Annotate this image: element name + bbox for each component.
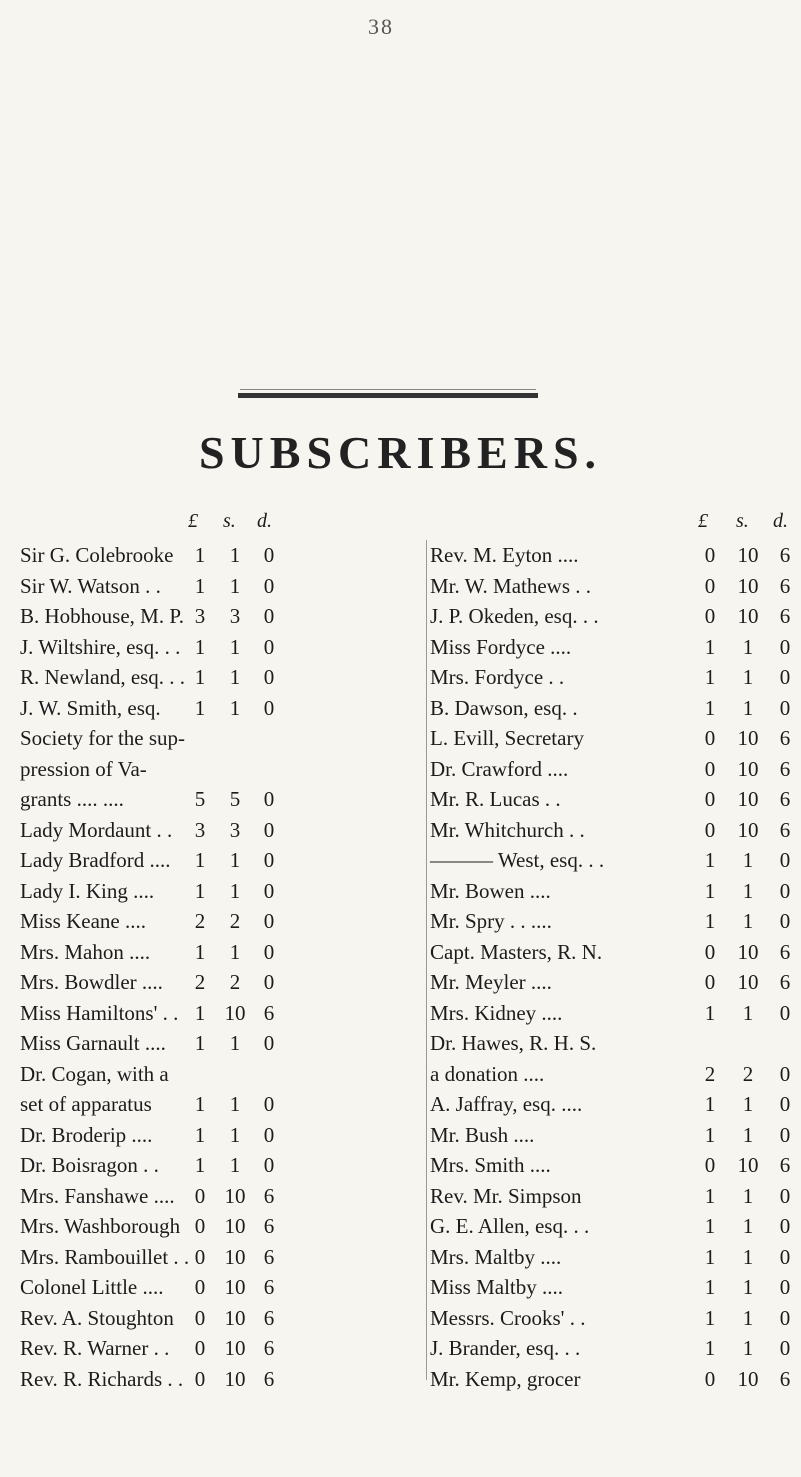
- subscriber-name: Dr. Cogan, with a: [20, 1061, 169, 1086]
- pence-amount: 0: [263, 573, 275, 598]
- subscriber-row: [20, 632, 420, 663]
- shillings-amount: 1: [229, 543, 241, 567]
- subscriber-name: Mrs. Fordyce . .: [430, 665, 565, 689]
- pounds-amount: 0: [704, 1366, 716, 1391]
- pounds-unit: £: [698, 510, 708, 532]
- subscriber-row: [20, 1242, 420, 1273]
- subscriber-name: G. E. Allen, esq. . .: [430, 1214, 590, 1238]
- pounds-amount: 0: [704, 787, 716, 811]
- subscriber-name: Miss Keane ....: [20, 909, 146, 933]
- shillings-amount: 10: [737, 543, 759, 567]
- shillings-amount: 10: [224, 1214, 246, 1238]
- pence-amount: 6: [263, 1183, 275, 1208]
- subscriber-name: Capt. Masters, R. N.: [430, 939, 603, 964]
- shillings-amount: 10: [737, 1366, 759, 1391]
- pence-amount: 6: [263, 1214, 275, 1238]
- subscriber-row: [430, 1333, 800, 1364]
- subscriber-name: Dr. Broderip ....: [20, 1122, 153, 1147]
- pence-amount: 0: [779, 1305, 791, 1330]
- shillings-amount: 10: [224, 1244, 246, 1269]
- pence-amount: 6: [779, 817, 791, 842]
- pence-amount: 6: [779, 604, 791, 628]
- pence-amount: 0: [779, 909, 791, 933]
- pence-amount: 0: [779, 1183, 791, 1208]
- pounds-amount: 0: [704, 939, 716, 964]
- subscriber-name: Dr. Crawford ....: [430, 756, 569, 781]
- shillings-amount: 1: [742, 695, 754, 720]
- subscriber-row: [20, 937, 420, 968]
- pence-amount: 0: [263, 665, 275, 689]
- subscriber-name: Mr. Bush ....: [430, 1122, 535, 1147]
- pence-amount: 0: [263, 1122, 275, 1147]
- column-divider: [426, 540, 427, 1380]
- pounds-amount: 0: [194, 1183, 206, 1208]
- pounds-amount: 0: [194, 1366, 206, 1391]
- subscriber-row: [430, 1120, 800, 1151]
- pence-amount: 0: [263, 878, 275, 903]
- subscriber-row: [430, 1150, 800, 1181]
- subscriber-name: J. Brander, esq. . .: [430, 1336, 581, 1360]
- shillings-amount: 1: [742, 1183, 754, 1208]
- shillings-amount: 1: [742, 848, 754, 872]
- subscriber-name: Mr. Kemp, grocer: [430, 1366, 581, 1391]
- pounds-amount: 1: [704, 909, 716, 933]
- shillings-amount: 10: [737, 726, 759, 750]
- subscriber-name: Rev. Mr. Simpson: [430, 1183, 582, 1208]
- subscriber-name: Mr. Bowen ....: [430, 878, 551, 903]
- subscriber-row: [20, 1272, 420, 1303]
- shillings-amount: 10: [224, 1336, 246, 1360]
- shillings-amount: 1: [229, 1092, 241, 1116]
- right-subscriber-list: [430, 540, 800, 1394]
- pence-amount: 6: [263, 1366, 275, 1391]
- pounds-amount: 2: [704, 1061, 716, 1086]
- subscriber-row: [430, 1364, 800, 1395]
- shillings-amount: 1: [229, 665, 241, 689]
- pence-amount: 0: [263, 695, 275, 720]
- subscriber-name: Rev. R. Warner . .: [20, 1336, 170, 1360]
- pounds-amount: 1: [704, 848, 716, 872]
- subscriber-name: Dr. Boisragon . .: [20, 1153, 159, 1177]
- shillings-amount: 2: [229, 909, 241, 933]
- pounds-amount: 0: [194, 1244, 206, 1269]
- subscriber-row: [20, 1333, 420, 1364]
- subscriber-row: [430, 693, 800, 724]
- subscriber-name: Miss Maltby ....: [430, 1275, 564, 1299]
- shillings-amount: 1: [742, 665, 754, 689]
- subscriber-name: Mrs. Smith ....: [430, 1153, 551, 1177]
- subscriber-row: [20, 540, 420, 571]
- subscriber-row: [20, 723, 420, 754]
- subscriber-row: [20, 845, 420, 876]
- shillings-amount: 1: [229, 939, 241, 964]
- subscriber-row: [430, 662, 800, 693]
- shillings-amount: 1: [742, 1122, 754, 1147]
- pence-amount: 0: [263, 970, 275, 994]
- subscriber-row: [430, 1181, 800, 1212]
- pence-amount: 0: [263, 1153, 275, 1177]
- pence-amount: 0: [263, 817, 275, 842]
- subscriber-row: [430, 601, 800, 632]
- shillings-amount: 10: [224, 1366, 246, 1391]
- subscriber-row: [20, 1181, 420, 1212]
- subscriber-name: set of apparatus: [20, 1092, 152, 1116]
- subscriber-row: [430, 723, 800, 754]
- subscriber-row: [430, 876, 800, 907]
- pounds-amount: 0: [704, 604, 716, 628]
- left-units-header: [20, 510, 420, 540]
- subscriber-row: [430, 1242, 800, 1273]
- pence-amount: 0: [779, 878, 791, 903]
- pence-amount: 6: [779, 787, 791, 811]
- pence-amount: 0: [779, 1092, 791, 1116]
- subscriber-row: [430, 937, 800, 968]
- shillings-amount: 10: [737, 756, 759, 781]
- pence-amount: 0: [779, 634, 791, 659]
- pence-amount: 6: [263, 1336, 275, 1360]
- pounds-amount: 0: [194, 1336, 206, 1360]
- pence-amount: 6: [779, 1153, 791, 1177]
- pounds-amount: 1: [704, 878, 716, 903]
- pounds-amount: 1: [194, 848, 206, 872]
- pence-unit: d.: [773, 510, 788, 532]
- pounds-amount: 0: [704, 756, 716, 781]
- pounds-amount: 1: [194, 1031, 206, 1055]
- shillings-amount: 3: [229, 817, 241, 842]
- pounds-amount: 1: [704, 1244, 716, 1269]
- right-units-header: [430, 510, 800, 540]
- pence-amount: 6: [779, 970, 791, 994]
- pounds-amount: 1: [194, 939, 206, 964]
- shillings-amount: 1: [742, 1336, 754, 1360]
- pence-amount: 0: [779, 848, 791, 872]
- subscriber-row: [20, 1211, 420, 1242]
- shillings-amount: 1: [742, 878, 754, 903]
- pounds-amount: 1: [704, 1122, 716, 1147]
- pence-amount: 0: [263, 909, 275, 933]
- shillings-amount: 1: [229, 573, 241, 598]
- pounds-amount: 0: [704, 573, 716, 598]
- shillings-amount: 10: [737, 787, 759, 811]
- pence-amount: 6: [779, 1366, 791, 1391]
- subscriber-row: [20, 1364, 420, 1395]
- pence-amount: 0: [779, 1061, 791, 1086]
- shillings-amount: 5: [229, 787, 241, 811]
- pounds-amount: 1: [704, 1214, 716, 1238]
- pence-amount: 6: [779, 939, 791, 964]
- pence-amount: 0: [779, 665, 791, 689]
- shillings-amount: 3: [229, 604, 241, 628]
- subscriber-name: A. Jaffray, esq. ....: [430, 1092, 583, 1116]
- subscriber-name: Miss Garnault ....: [20, 1031, 166, 1055]
- subscriber-name: Mr. Spry . . ....: [430, 909, 552, 933]
- pounds-amount: 0: [194, 1305, 206, 1330]
- subscriber-name: Mr. Whitchurch . .: [430, 817, 585, 842]
- shillings-amount: 10: [737, 817, 759, 842]
- subscriber-row: [20, 1089, 420, 1120]
- shillings-amount: 10: [737, 1153, 759, 1177]
- pounds-amount: 0: [194, 1275, 206, 1299]
- pounds-amount: 1: [194, 665, 206, 689]
- subscriber-name: B. Hobhouse, M. P.: [20, 604, 184, 628]
- subscriber-name: Rev. A. Stoughton: [20, 1305, 174, 1330]
- pounds-amount: 0: [704, 970, 716, 994]
- shillings-amount: 1: [229, 848, 241, 872]
- shillings-amount: 1: [229, 1153, 241, 1177]
- shillings-amount: 1: [742, 634, 754, 659]
- subscriber-row: [20, 967, 420, 998]
- shillings-amount: 10: [737, 573, 759, 598]
- pence-amount: 0: [779, 1336, 791, 1360]
- pence-amount: 0: [779, 1122, 791, 1147]
- subscriber-name: grants .... ....: [20, 787, 124, 811]
- subscriber-name: Mrs. Bowdler ....: [20, 970, 163, 994]
- subscriber-name: Rev. R. Richards . .: [20, 1366, 184, 1391]
- pounds-amount: 5: [194, 787, 206, 811]
- subscriber-name: Lady I. King ....: [20, 878, 155, 903]
- subscriber-row: [430, 967, 800, 998]
- pence-amount: 0: [263, 543, 275, 567]
- pounds-amount: 1: [704, 1305, 716, 1330]
- pounds-amount: 1: [704, 695, 716, 720]
- pounds-amount: 0: [704, 817, 716, 842]
- pence-amount: 6: [263, 1275, 275, 1299]
- subscriber-row: [20, 906, 420, 937]
- shillings-amount: 10: [224, 1000, 246, 1025]
- decorative-rule-thin: [240, 389, 536, 390]
- pence-amount: 0: [263, 848, 275, 872]
- pounds-amount: 1: [194, 1122, 206, 1147]
- shillings-amount: 1: [742, 1092, 754, 1116]
- pence-amount: 0: [263, 787, 275, 811]
- subscriber-row: [20, 662, 420, 693]
- subscriber-row: [20, 1120, 420, 1151]
- pounds-amount: 1: [704, 1000, 716, 1025]
- subscriber-row: [20, 998, 420, 1029]
- pounds-amount: 1: [704, 1183, 716, 1208]
- pounds-amount: 1: [194, 573, 206, 598]
- subscriber-row: [20, 571, 420, 602]
- subscriber-name: J. Wiltshire, esq. . .: [20, 634, 181, 659]
- subscriber-row: [430, 998, 800, 1029]
- pounds-amount: 1: [194, 543, 206, 567]
- pounds-amount: 1: [194, 1092, 206, 1116]
- pounds-amount: 0: [704, 543, 716, 567]
- decorative-rule: [238, 393, 538, 398]
- pounds-amount: 2: [194, 909, 206, 933]
- shillings-amount: 10: [224, 1275, 246, 1299]
- subscriber-row: [20, 1059, 420, 1090]
- subscriber-row: [20, 601, 420, 632]
- subscriber-name: R. Newland, esq. . .: [20, 665, 186, 689]
- subscriber-row: [430, 1272, 800, 1303]
- pounds-amount: 1: [194, 634, 206, 659]
- pence-amount: 0: [779, 1214, 791, 1238]
- page-number: 38: [368, 14, 394, 39]
- subscriber-name: Mr. Meyler ....: [430, 970, 552, 994]
- left-subscriber-list: [20, 540, 420, 1394]
- pence-amount: 0: [263, 634, 275, 659]
- page-heading: SUBSCRIBERS.: [198, 427, 603, 478]
- subscriber-row: [20, 876, 420, 907]
- subscriber-name: Society for the sup-: [20, 726, 186, 750]
- subscriber-row: [20, 693, 420, 724]
- subscriber-row: [430, 571, 800, 602]
- pence-amount: 6: [263, 1244, 275, 1269]
- shillings-amount: 1: [742, 1275, 754, 1299]
- subscriber-row: [430, 1028, 800, 1059]
- subscriber-name: Miss Hamiltons' . .: [20, 1000, 179, 1025]
- pence-amount: 0: [263, 604, 275, 628]
- pounds-amount: 1: [704, 665, 716, 689]
- subscriber-row: [430, 1089, 800, 1120]
- shillings-amount: 10: [737, 939, 759, 964]
- pence-amount: 6: [779, 543, 791, 567]
- subscriber-row: [430, 845, 800, 876]
- shillings-amount: 1: [742, 1244, 754, 1269]
- shillings-amount: 2: [742, 1061, 754, 1086]
- shillings-amount: 1: [742, 1305, 754, 1330]
- subscriber-name: ——— West, esq. . .: [430, 848, 605, 872]
- pounds-unit: £: [188, 510, 198, 532]
- pence-unit: d.: [257, 510, 272, 532]
- subscriber-name: pression of Va-: [20, 756, 147, 781]
- shillings-amount: 1: [742, 1214, 754, 1238]
- subscriber-name: Dr. Hawes, R. H. S.: [430, 1031, 597, 1055]
- pence-amount: 0: [263, 1031, 275, 1055]
- shillings-amount: 1: [742, 909, 754, 933]
- pence-amount: 0: [779, 695, 791, 720]
- subscriber-name: Mrs. Mahon ....: [20, 939, 151, 964]
- pence-amount: 0: [779, 1275, 791, 1299]
- subscriber-name: Mrs. Maltby ....: [430, 1244, 562, 1269]
- pence-amount: 6: [779, 726, 791, 750]
- subscriber-row: [20, 815, 420, 846]
- shillings-unit: s.: [736, 510, 749, 532]
- subscriber-name: Mr. W. Mathews . .: [430, 573, 592, 598]
- shillings-amount: 2: [229, 970, 241, 994]
- subscriber-row: [430, 1303, 800, 1334]
- subscriber-row: [430, 1211, 800, 1242]
- pounds-amount: 1: [194, 1000, 206, 1025]
- pounds-amount: 1: [704, 634, 716, 659]
- subscriber-row: [430, 1059, 800, 1090]
- pounds-amount: 2: [194, 970, 206, 994]
- pence-amount: 6: [263, 1000, 275, 1025]
- shillings-amount: 10: [737, 970, 759, 994]
- pence-amount: 0: [263, 1092, 275, 1116]
- subscriber-row: [20, 1028, 420, 1059]
- right-subscriber-column: [430, 510, 800, 1394]
- subscriber-row: [430, 632, 800, 663]
- subscriber-name: B. Dawson, esq. .: [430, 695, 578, 720]
- pence-amount: 0: [779, 1244, 791, 1269]
- subscriber-name: Mrs. Fanshawe ....: [20, 1183, 175, 1208]
- shillings-amount: 10: [224, 1305, 246, 1330]
- pounds-amount: 3: [194, 817, 206, 842]
- pounds-amount: 0: [704, 726, 716, 750]
- shillings-amount: 10: [737, 604, 759, 628]
- subscriber-row: [20, 1303, 420, 1334]
- subscriber-name: J. P. Okeden, esq. . .: [430, 604, 599, 628]
- subscriber-row: [430, 906, 800, 937]
- pounds-amount: 0: [704, 1153, 716, 1177]
- shillings-amount: 1: [742, 1000, 754, 1025]
- shillings-amount: 10: [224, 1183, 246, 1208]
- pounds-amount: 1: [704, 1275, 716, 1299]
- subscriber-name: Mrs. Kidney ....: [430, 1000, 563, 1025]
- subscriber-row: [430, 815, 800, 846]
- subscriber-row: [20, 784, 420, 815]
- shillings-amount: 1: [229, 1122, 241, 1147]
- shillings-amount: 1: [229, 878, 241, 903]
- subscriber-name: Rev. M. Eyton ....: [430, 543, 579, 567]
- subscriber-row: [430, 754, 800, 785]
- pence-amount: 0: [263, 939, 275, 964]
- subscriber-name: Lady Mordaunt . .: [20, 817, 173, 842]
- pence-amount: 6: [263, 1305, 275, 1330]
- subscriber-name: Colonel Little ....: [20, 1275, 164, 1299]
- subscriber-row: [20, 1150, 420, 1181]
- subscriber-name: L. Evill, Secretary: [430, 726, 584, 750]
- subscriber-row: [430, 784, 800, 815]
- pounds-amount: 1: [194, 695, 206, 720]
- pence-amount: 0: [779, 1000, 791, 1025]
- left-subscriber-column: [20, 510, 420, 1394]
- subscriber-name: Sir W. Watson . .: [20, 573, 161, 598]
- pounds-amount: 1: [704, 1336, 716, 1360]
- subscriber-name: Messrs. Crooks' . .: [430, 1305, 586, 1330]
- pounds-amount: 3: [194, 604, 206, 628]
- subscriber-name: Sir G. Colebrooke: [20, 543, 174, 567]
- pence-amount: 6: [779, 573, 791, 598]
- pounds-amount: 1: [704, 1092, 716, 1116]
- subscriber-name: Mrs. Rambouillet . .: [20, 1244, 190, 1269]
- subscriber-name: Mrs. Washborough: [20, 1214, 181, 1238]
- shillings-amount: 1: [229, 695, 241, 720]
- pounds-amount: 1: [194, 878, 206, 903]
- subscriber-name: Lady Bradford ....: [20, 848, 171, 872]
- pounds-amount: 0: [194, 1214, 206, 1238]
- shillings-unit: s.: [223, 510, 236, 532]
- subscriber-name: Miss Fordyce ....: [430, 634, 572, 659]
- pounds-amount: 1: [194, 1153, 206, 1177]
- shillings-amount: 1: [229, 1031, 241, 1055]
- shillings-amount: 1: [229, 634, 241, 659]
- subscriber-name: a donation ....: [430, 1061, 545, 1086]
- subscriber-row: [430, 540, 800, 571]
- subscriber-row: [20, 754, 420, 785]
- pence-amount: 6: [779, 756, 791, 781]
- subscriber-name: Mr. R. Lucas . .: [430, 787, 561, 811]
- subscriber-name: J. W. Smith, esq.: [20, 695, 161, 720]
